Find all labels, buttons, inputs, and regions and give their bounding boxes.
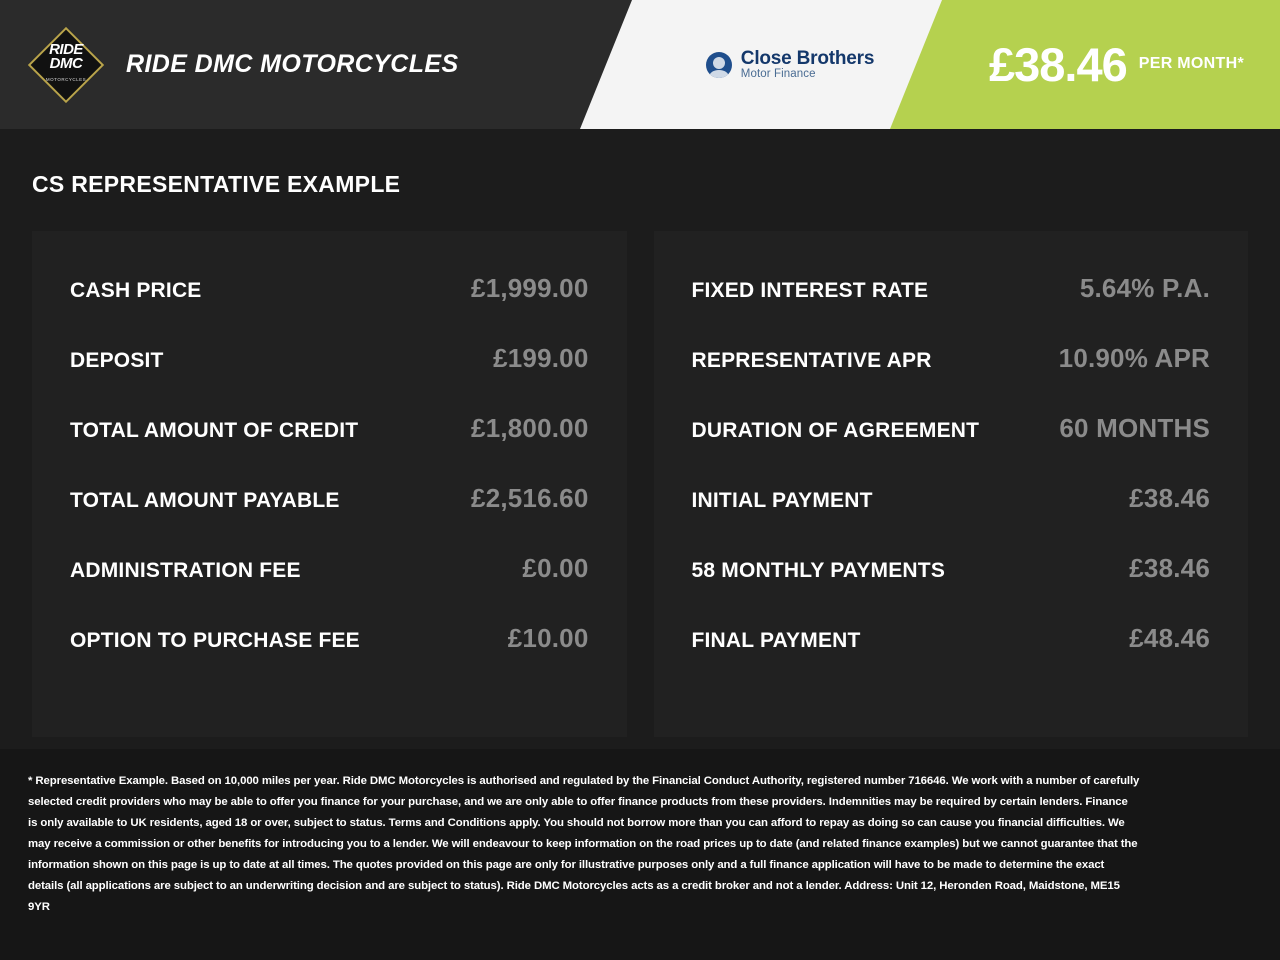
brand-block bbox=[0, 0, 459, 129]
ride-dmc-logo-icon bbox=[28, 27, 104, 103]
finance-row bbox=[70, 623, 589, 693]
finance-row bbox=[692, 343, 1211, 413]
finance-row bbox=[70, 413, 589, 483]
finance-row bbox=[70, 273, 589, 343]
close-brothers-icon bbox=[706, 52, 732, 78]
finance-row-value: £1,999.00 bbox=[471, 273, 589, 303]
finance-row-label: FINAL PAYMENT bbox=[691, 629, 861, 652]
footer bbox=[0, 749, 1280, 960]
finance-row-label: CASH PRICE bbox=[70, 279, 202, 302]
logo-wordmark bbox=[28, 27, 104, 103]
finance-row-label: OPTION TO PURCHASE FEE bbox=[70, 629, 360, 652]
finance-row-label: TOTAL AMOUNT PAYABLE bbox=[70, 489, 340, 512]
logo-line-1: RIDE bbox=[49, 40, 83, 58]
monthly-price-block bbox=[989, 0, 1244, 129]
finance-row-value: £38.46 bbox=[1129, 553, 1210, 583]
lender-title: Close Brothers bbox=[740, 47, 875, 69]
lender-subtitle: Motor Finance bbox=[740, 68, 816, 81]
price-period-label: PER MONTH* bbox=[1138, 54, 1244, 72]
page-title: CS REPRESENTATIVE EXAMPLE bbox=[32, 171, 401, 197]
finance-panel-right bbox=[654, 231, 1249, 737]
finance-row bbox=[70, 553, 589, 623]
finance-row-label: INITIAL PAYMENT bbox=[691, 489, 873, 512]
finance-row-value: £0.00 bbox=[522, 553, 589, 583]
finance-row-value: 60 MONTHS bbox=[1059, 413, 1210, 443]
finance-row-value: £199.00 bbox=[493, 343, 589, 373]
finance-row-label: REPRESENTATIVE APR bbox=[691, 349, 932, 372]
logo-line-2: DMC bbox=[49, 54, 83, 72]
finance-row-value: £1,800.00 bbox=[471, 413, 589, 443]
finance-row-value: 5.64% P.A. bbox=[1079, 273, 1210, 303]
finance-row-value: £48.46 bbox=[1129, 623, 1210, 653]
finance-row-label: DURATION OF AGREEMENT bbox=[691, 419, 980, 442]
disclaimer-text: * Representative Example. Based on 10,000 miles per year. Ride DMC Motorcycles is authorised and regulated by the Financial Conduct Authority, registered number 716646. We work with a number of carefully selected credit providers who may be able to offer you finance for your purchase, and we are only able to offer finance products from these providers. Indemnities may be required by certain lenders. Finance is only available to UK residents, aged 18 or over, subject to status. Terms and Conditions apply. You should not borrow more than you can afford to repay as doing so can cause you financial difficulties. We may receive a commission or other benefits for introducing you to a lender. We will endeavour to keep information on the road prices up to date (and related finance examples) but we cannot guarantee that the information shown on this page is up to date at all times. The quotes provided on this page are only for illustrative purposes only and a full finance application will have to be made to determine the exact details (all applications are subject to an underwriting decision and are subject to status). Ride DMC Motorcycles acts as a credit broker and not a lender. Address: Unit 12, Heronden Road, Maidstone, ME15 9YR bbox=[28, 775, 1140, 913]
finance-row-value: £38.46 bbox=[1129, 483, 1210, 513]
finance-panel-left bbox=[32, 231, 627, 737]
finance-row-label: ADMINISTRATION FEE bbox=[70, 559, 301, 582]
main-content bbox=[0, 129, 1280, 749]
finance-row-value: £2,516.60 bbox=[471, 483, 589, 513]
finance-row bbox=[70, 483, 589, 553]
finance-row bbox=[70, 343, 589, 413]
finance-row-label: DEPOSIT bbox=[70, 349, 164, 372]
finance-row-label: 58 MONTHLY PAYMENTS bbox=[691, 559, 946, 582]
finance-row-label: TOTAL AMOUNT OF CREDIT bbox=[70, 419, 359, 442]
finance-row-label: FIXED INTEREST RATE bbox=[691, 279, 929, 302]
finance-row bbox=[692, 553, 1211, 623]
finance-row-value: 10.90% APR bbox=[1058, 343, 1210, 373]
finance-row bbox=[692, 273, 1211, 343]
finance-row bbox=[692, 413, 1211, 483]
finance-row bbox=[692, 623, 1211, 693]
logo-sub-line: MOTORCYCLES bbox=[45, 76, 87, 82]
lender-logo bbox=[640, 0, 940, 129]
finance-panels bbox=[32, 231, 1248, 737]
finance-row bbox=[692, 483, 1211, 553]
page-header bbox=[0, 0, 1280, 129]
price-amount: £38.46 bbox=[989, 38, 1127, 91]
brand-name: RIDE DMC MOTORCYCLES bbox=[126, 50, 459, 78]
finance-row-value: £10.00 bbox=[507, 623, 589, 653]
